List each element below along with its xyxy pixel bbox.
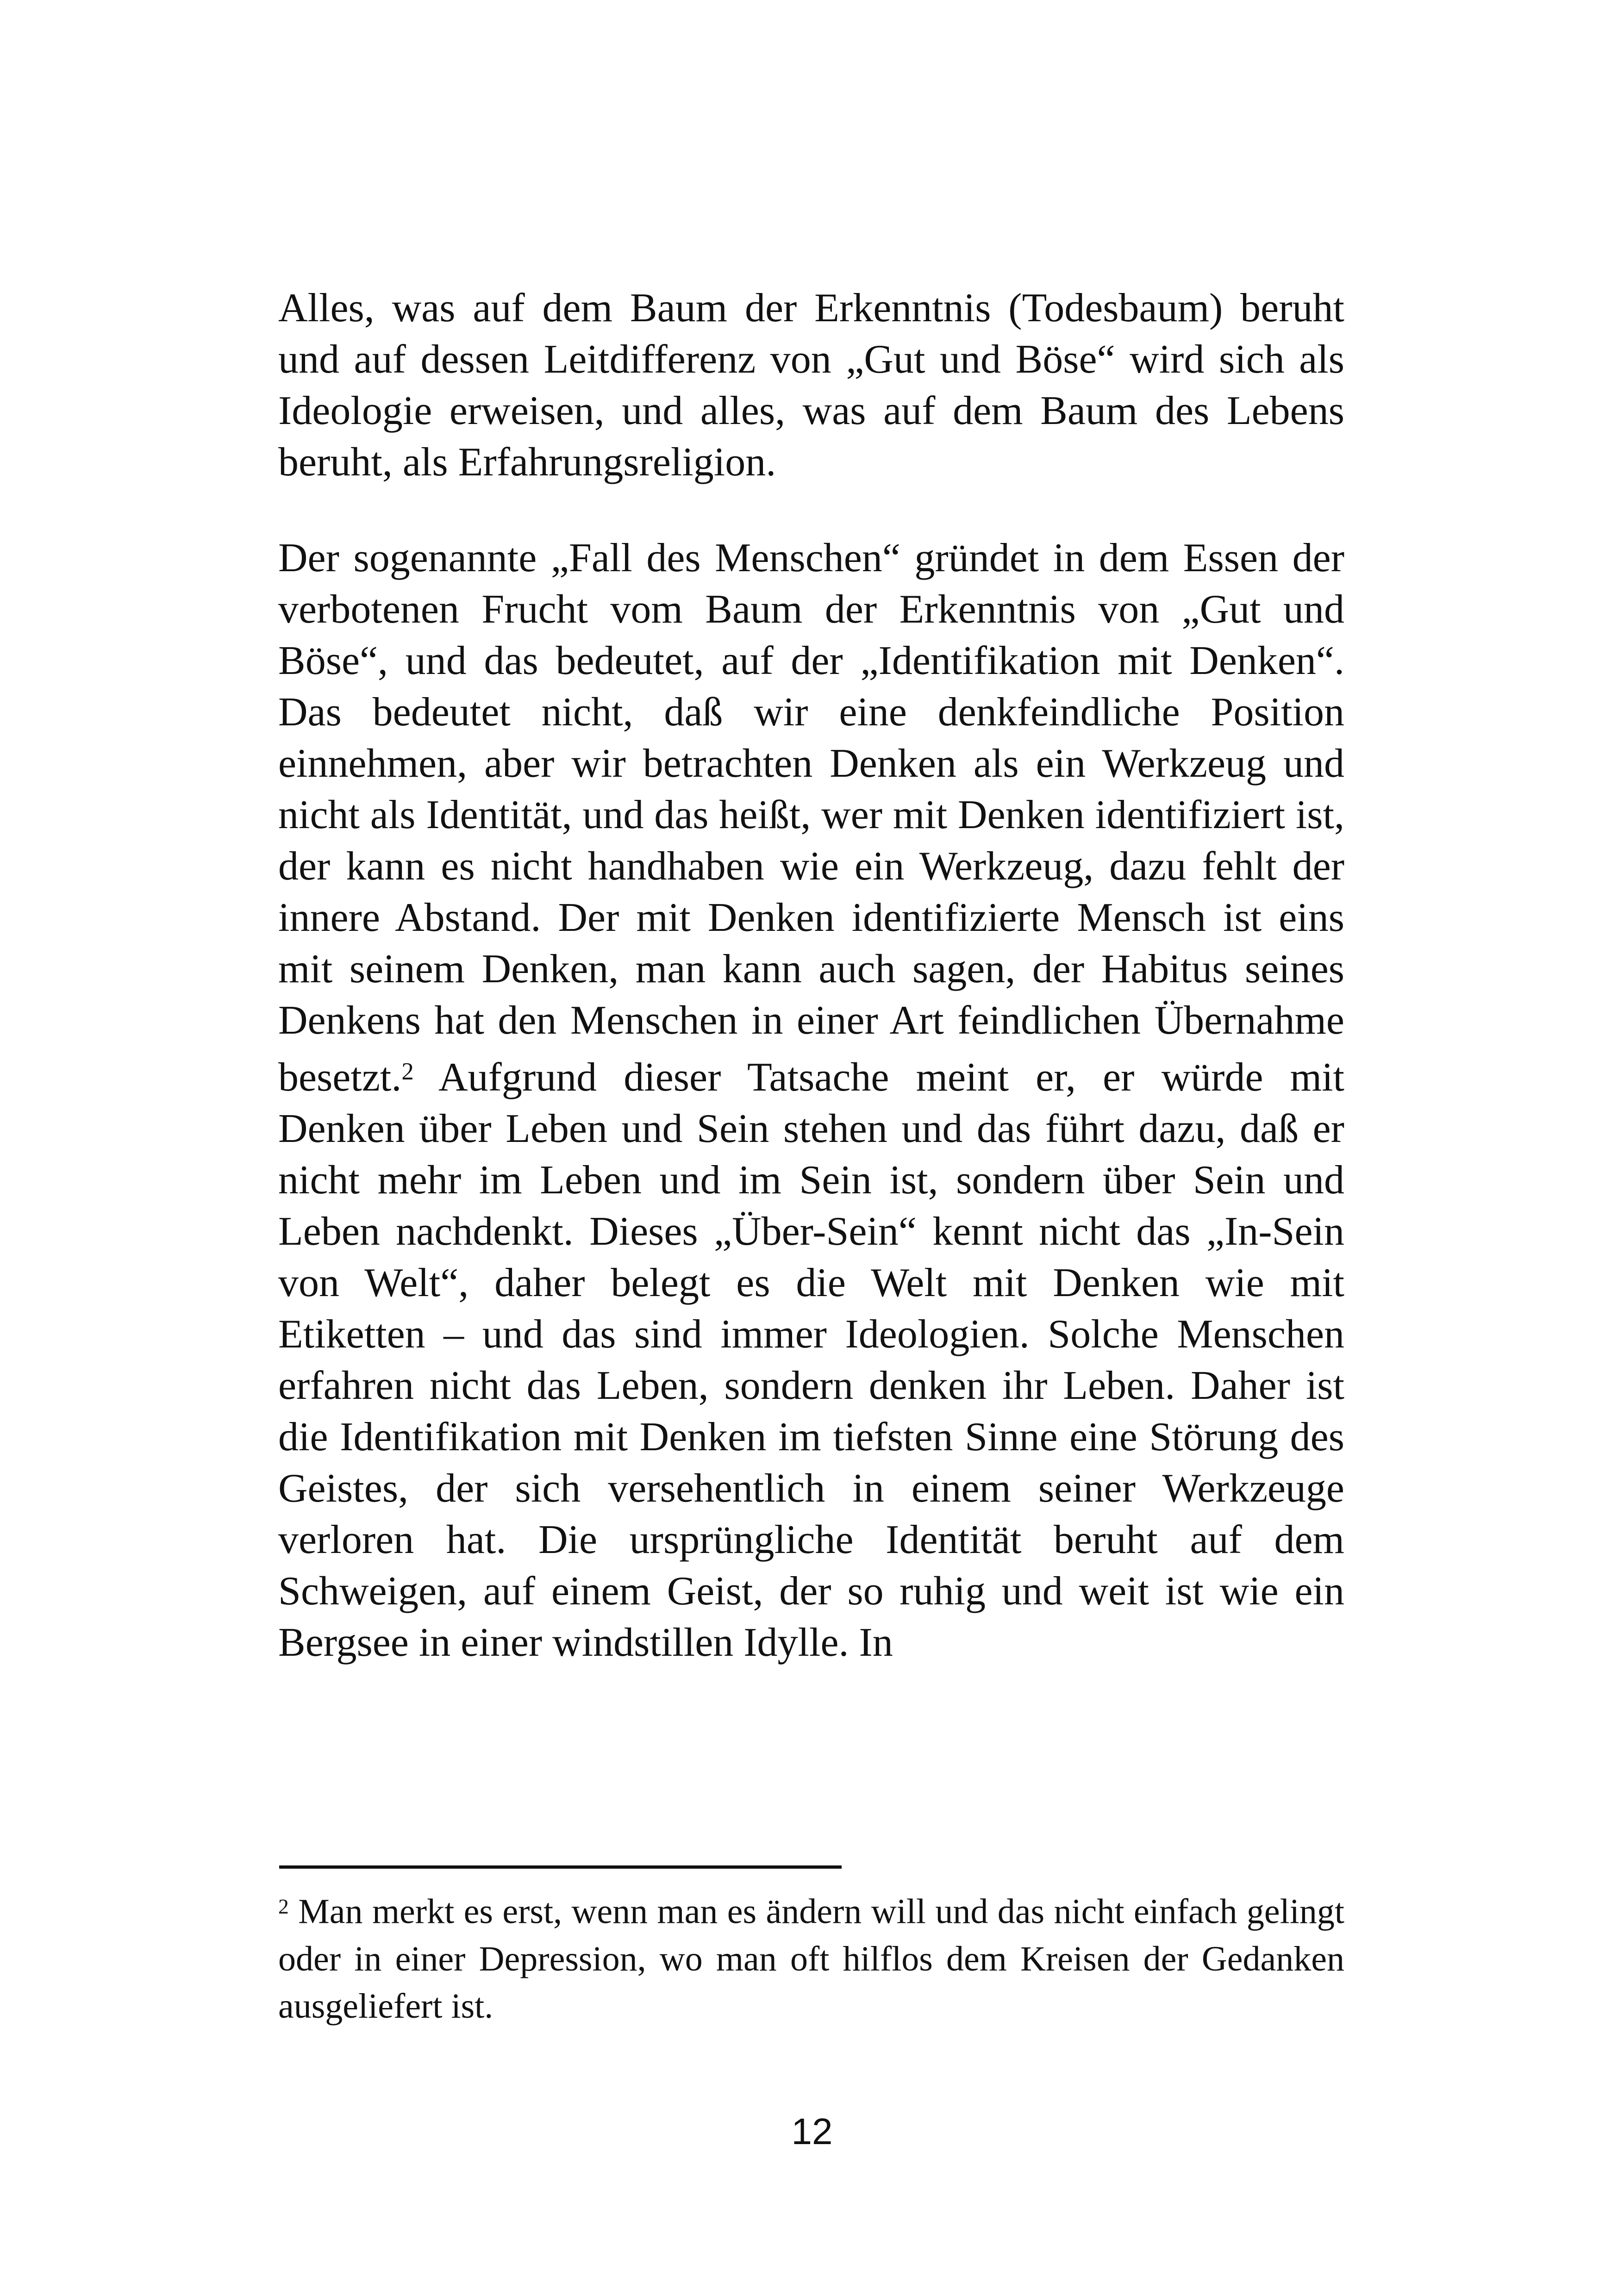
paragraph-2-text-before-note: Der sogenannte „Fall des Menschen“ gründet in dem Essen der verbotenen Frucht vom Baum der Erkenntnis von „Gut und Böse“, und das bedeutet, auf der „Identifikation mit Denken“. Das bedeutet nicht, daß wir eine denkfeindliche Position einnehmen, aber wir betrachten Denken als ein Werkzeug und nicht als Identität, und das heißt, wer mit Denken identifiziert ist, der kann es nicht handhaben wie ein Werkzeug, dazu fehlt der innere Abstand. Der mit Denken identifizierte Mensch ist eins mit seinem Denken, man kann auch sagen, der Habitus seines Denkens hat den Menschen in einer Art feindlichen Übernahme besetzt. bbox=[278, 536, 1344, 1100]
page-number: 12 bbox=[791, 2111, 833, 2152]
footnote-marker: 2 bbox=[278, 1895, 289, 1918]
footnote-reference-2: 2 bbox=[401, 1058, 414, 1085]
paragraph-2-text-after-note: Aufgrund dieser Tatsache meint er, er würde mit Denken über Leben und Sein stehen und das führt dazu, daß er nicht mehr im Leben und im Sein ist, sondern über Sein und Leben nachdenkt. Dieses „Über-Sein“ kennt nicht das „In-Sein von Welt“, daher belegt es die Welt mit Denken wie mit Etiketten – und das sind immer Ideologien. Solche Menschen erfahren nicht das Leben, sondern denken ihr Leben. Daher ist die Identifikation mit Denken im tiefsten Sinne eine Störung des Geistes, der sich versehentlich in einem seiner Werkzeuge verloren hat. Die ursprüngliche Identität beruht auf dem Schweigen, auf einem Geist, der so ruhig und weit ist wie ein Bergsee in einer windstillen Idylle. In bbox=[278, 1054, 1344, 1665]
footnote-separator bbox=[279, 1865, 842, 1869]
footnote-2 bbox=[278, 1883, 1344, 2030]
footnote-text: Man merkt es erst, wenn man es ändern will und das nicht einfach gelingt oder in einer Depression, wo man oft hilflos dem Kreisen der Gedanken ausgeliefert ist. bbox=[278, 1892, 1344, 2026]
body-paragraph-1: Alles, was auf dem Baum der Erkenntnis (Todesbaum) beruht und auf dessen Leitdifferenz von „Gut und Böse“ wird sich als Ideologie erweisen, und alles, was auf dem Baum des Lebens beruht, als Erfahrungsreligion. bbox=[278, 286, 1344, 485]
body-paragraph-2 bbox=[278, 532, 1344, 1668]
